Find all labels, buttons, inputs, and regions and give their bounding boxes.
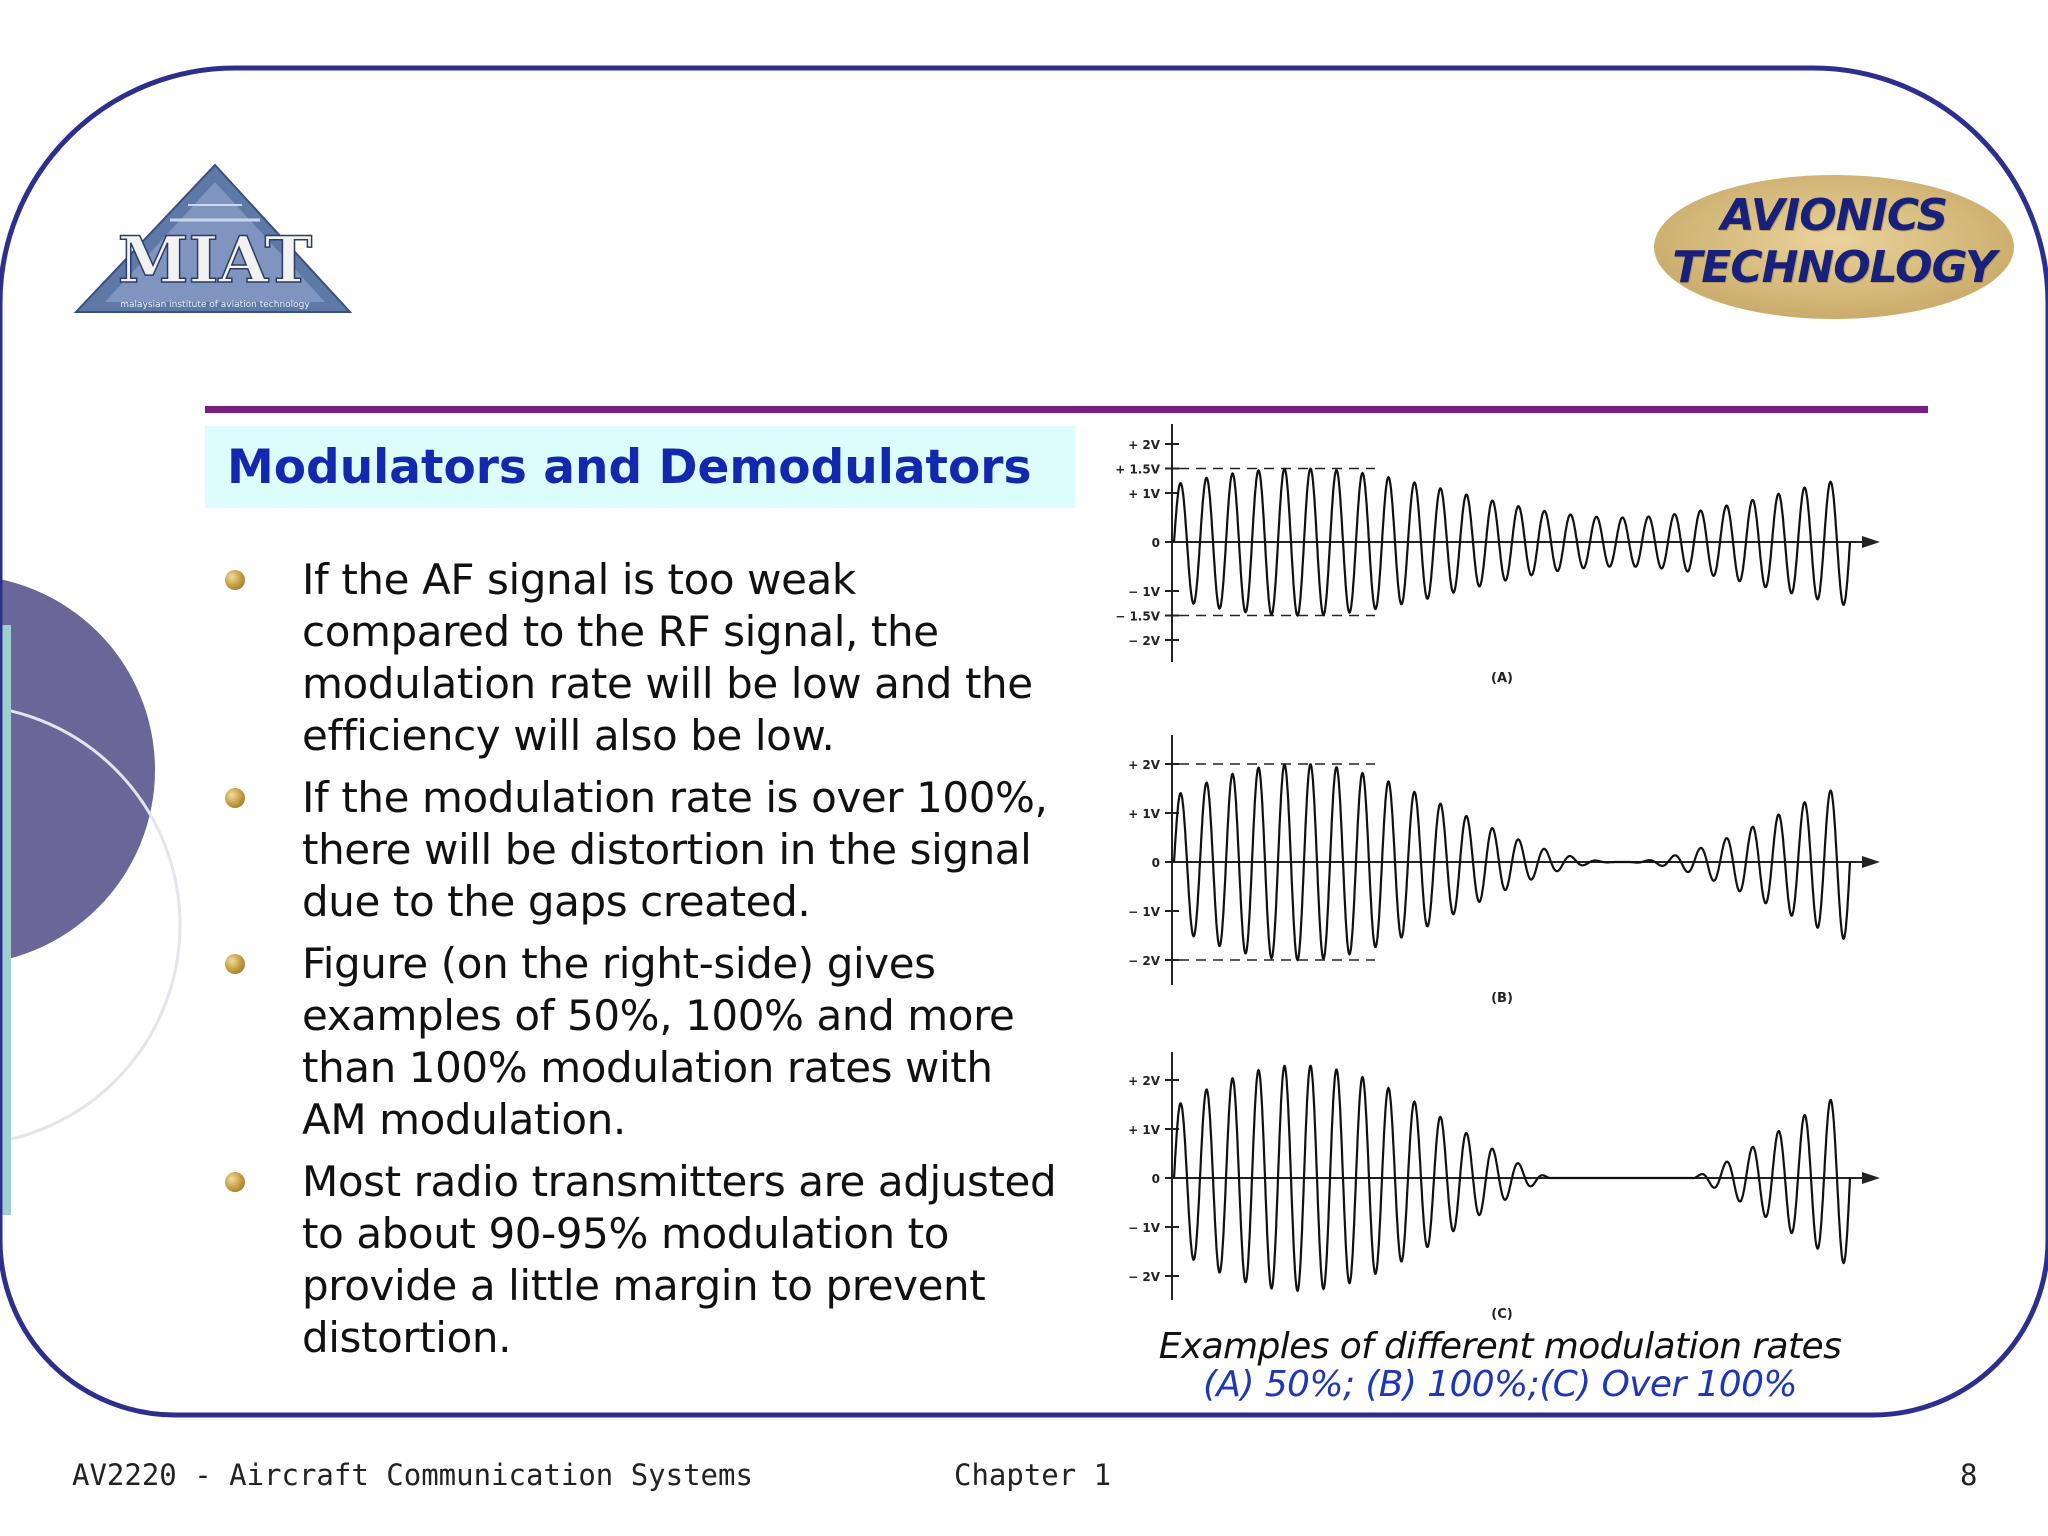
- bullet-icon: [225, 788, 245, 808]
- y-tick-label: − 1.5V: [1115, 609, 1160, 624]
- y-tick-label: + 2V: [1128, 1074, 1160, 1088]
- x-axis-arrow: [1862, 856, 1880, 868]
- miat-logo: [70, 160, 360, 320]
- y-tick-label: − 1V: [1128, 905, 1160, 919]
- y-tick-label: 0: [1151, 856, 1160, 870]
- side-circle-decoration: [0, 575, 155, 965]
- y-tick-label: + 1V: [1128, 1123, 1160, 1137]
- logo-wordmark: MIAT: [117, 223, 313, 298]
- bullet-text: Most radio transmitters are adjusted to about 90‐95% modulation to provide a little margin to prevent distortion.: [302, 1157, 1057, 1362]
- caption-line-1: Examples of different modulation rates: [1158, 1326, 1842, 1367]
- badge-line-2: TECHNOLOGY: [1672, 242, 1996, 293]
- panel-label: (C): [1491, 1307, 1513, 1322]
- slide-title: Modulators and Demodulators: [227, 440, 1032, 495]
- badge-line-1: AVIONICS: [1720, 190, 1948, 241]
- bullet-icon: [225, 1172, 245, 1192]
- y-tick-label: − 2V: [1128, 634, 1160, 648]
- title-rule: [205, 406, 1928, 413]
- caption-line-2: (A) 50%; (B) 100%;(C) Over 100%: [1202, 1364, 1798, 1405]
- bullet-icon: [225, 570, 245, 590]
- y-tick-label: + 1V: [1128, 807, 1160, 821]
- y-tick-label: − 2V: [1128, 1270, 1160, 1284]
- x-axis-arrow: [1862, 1172, 1880, 1184]
- bullet-item: [220, 554, 1060, 762]
- bullet-text: If the AF signal is too weak compared to the RF signal, the modulation rate will be low and the efficiency will also be low.: [302, 555, 1033, 760]
- y-tick-label: − 1V: [1128, 585, 1160, 599]
- y-tick-label: + 2V: [1128, 438, 1160, 452]
- bullet-item: [220, 938, 1060, 1146]
- y-tick-label: 0: [1151, 1172, 1160, 1186]
- bullet-item: [220, 772, 1060, 928]
- y-tick-label: − 1V: [1128, 1221, 1160, 1235]
- panel-label: (B): [1491, 991, 1513, 1006]
- y-tick-label: 0: [1151, 536, 1160, 550]
- y-tick-label: + 1V: [1128, 487, 1160, 501]
- footer-course: AV2220 - Aircraft Communication Systems: [72, 1458, 753, 1492]
- figure-caption: [1140, 1328, 1860, 1404]
- title-box: [205, 426, 1075, 508]
- y-tick-label: + 2V: [1128, 758, 1160, 772]
- logo-subtext: malaysian institute of aviation technology: [120, 300, 310, 310]
- footer-chapter: Chapter 1: [954, 1458, 1112, 1492]
- modulation-waveform-figure: [1105, 420, 1905, 1330]
- badge-text: [1652, 190, 2016, 294]
- bullet-item: [220, 1156, 1060, 1364]
- bullet-text: Figure (on the right-side) gives examples of 50%, 100% and more than 100% modulation rates with AM modulation.: [302, 939, 1015, 1144]
- bullet-text: If the modulation rate is over 100%, there will be distortion in the signal due to the gaps created.: [302, 773, 1048, 926]
- y-tick-label: − 2V: [1128, 954, 1160, 968]
- footer-page-number: 8: [1960, 1458, 1978, 1492]
- y-tick-label: + 1.5V: [1115, 462, 1160, 477]
- x-axis-arrow: [1862, 536, 1880, 548]
- bullet-icon: [225, 954, 245, 974]
- bullet-list: [220, 554, 1060, 1374]
- panel-label: (A): [1491, 671, 1513, 686]
